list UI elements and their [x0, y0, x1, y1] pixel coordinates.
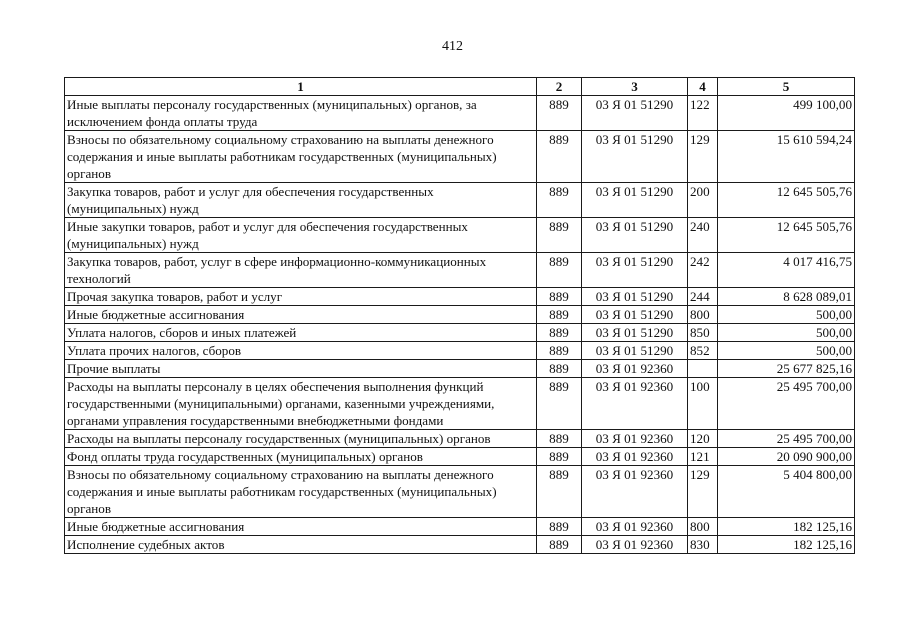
table-row: [65, 536, 855, 554]
row-target-article-cell: 03 Я 01 92360: [582, 518, 688, 536]
row-grbs-cell: 889: [537, 324, 582, 342]
table-row: [65, 324, 855, 342]
row-grbs-cell: 889: [537, 536, 582, 554]
row-expense-type-cell: 129: [688, 131, 718, 183]
table-row: [65, 342, 855, 360]
row-expense-type-cell: 122: [688, 96, 718, 131]
header-col-2: 2: [537, 78, 582, 96]
row-expense-type-cell: 244: [688, 288, 718, 306]
row-grbs-cell: 889: [537, 360, 582, 378]
row-amount-cell: 500,00: [718, 306, 855, 324]
table-row: [65, 288, 855, 306]
row-target-article-cell: 03 Я 01 51290: [582, 324, 688, 342]
row-target-article-cell: 03 Я 01 51290: [582, 183, 688, 218]
table-row: [65, 518, 855, 536]
header-col-4: 4: [688, 78, 718, 96]
row-name-cell: Прочая закупка товаров, работ и услуг: [65, 288, 537, 306]
row-expense-type-cell: 121: [688, 448, 718, 466]
budget-table: [64, 77, 855, 554]
header-col-1: 1: [65, 78, 537, 96]
table-row: [65, 183, 855, 218]
row-amount-cell: 500,00: [718, 342, 855, 360]
table-row: [65, 448, 855, 466]
row-target-article-cell: 03 Я 01 51290: [582, 288, 688, 306]
row-amount-cell: 15 610 594,24: [718, 131, 855, 183]
row-name-cell: Фонд оплаты труда государственных (муниципальных) органов: [65, 448, 537, 466]
row-name-cell: Иные выплаты персоналу государственных (муниципальных) органов, за исключением фонда оплаты труда: [65, 96, 537, 131]
table-row: [65, 306, 855, 324]
row-target-article-cell: 03 Я 01 51290: [582, 306, 688, 324]
row-grbs-cell: 889: [537, 253, 582, 288]
table-body: [65, 96, 855, 554]
row-grbs-cell: 889: [537, 96, 582, 131]
row-target-article-cell: 03 Я 01 51290: [582, 96, 688, 131]
row-target-article-cell: 03 Я 01 51290: [582, 253, 688, 288]
table-row: [65, 430, 855, 448]
row-grbs-cell: 889: [537, 131, 582, 183]
row-expense-type-cell: 850: [688, 324, 718, 342]
header-row: [65, 78, 855, 96]
row-name-cell: Взносы по обязательному социальному страхованию на выплаты денежного содержания и иные выплаты работникам государственных (муниципальных) органов: [65, 131, 537, 183]
row-amount-cell: 25 677 825,16: [718, 360, 855, 378]
row-target-article-cell: 03 Я 01 51290: [582, 218, 688, 253]
header-col-5: 5: [718, 78, 855, 96]
row-grbs-cell: 889: [537, 430, 582, 448]
table-row: [65, 218, 855, 253]
row-expense-type-cell: [688, 360, 718, 378]
row-amount-cell: 5 404 800,00: [718, 466, 855, 518]
row-name-cell: Иные бюджетные ассигнования: [65, 518, 537, 536]
row-name-cell: Уплата налогов, сборов и иных платежей: [65, 324, 537, 342]
row-grbs-cell: 889: [537, 448, 582, 466]
row-name-cell: Расходы на выплаты персоналу государственных (муниципальных) органов: [65, 430, 537, 448]
row-name-cell: Закупка товаров, работ, услуг в сфере информационно-коммуникационных технологий: [65, 253, 537, 288]
row-target-article-cell: 03 Я 01 92360: [582, 466, 688, 518]
row-grbs-cell: 889: [537, 183, 582, 218]
row-grbs-cell: 889: [537, 378, 582, 430]
table-row: [65, 466, 855, 518]
table-row: [65, 360, 855, 378]
table-header: [65, 78, 855, 96]
row-amount-cell: 499 100,00: [718, 96, 855, 131]
row-expense-type-cell: 800: [688, 518, 718, 536]
table-row: [65, 378, 855, 430]
row-name-cell: Взносы по обязательному социальному страхованию на выплаты денежного содержания и иные выплаты работникам государственных (муниципальных) органов: [65, 466, 537, 518]
row-amount-cell: 500,00: [718, 324, 855, 342]
row-grbs-cell: 889: [537, 218, 582, 253]
row-name-cell: Закупка товаров, работ и услуг для обеспечения государственных (муниципальных) нужд: [65, 183, 537, 218]
row-expense-type-cell: 242: [688, 253, 718, 288]
row-target-article-cell: 03 Я 01 51290: [582, 131, 688, 183]
row-amount-cell: 12 645 505,76: [718, 218, 855, 253]
row-amount-cell: 12 645 505,76: [718, 183, 855, 218]
row-grbs-cell: 889: [537, 466, 582, 518]
row-target-article-cell: 03 Я 01 92360: [582, 378, 688, 430]
row-name-cell: Иные закупки товаров, работ и услуг для обеспечения государственных (муниципальных) нужд: [65, 218, 537, 253]
row-amount-cell: 182 125,16: [718, 536, 855, 554]
row-target-article-cell: 03 Я 01 92360: [582, 536, 688, 554]
header-col-3: 3: [582, 78, 688, 96]
row-expense-type-cell: 120: [688, 430, 718, 448]
row-name-cell: Прочие выплаты: [65, 360, 537, 378]
row-target-article-cell: 03 Я 01 92360: [582, 430, 688, 448]
row-name-cell: Уплата прочих налогов, сборов: [65, 342, 537, 360]
row-grbs-cell: 889: [537, 342, 582, 360]
row-grbs-cell: 889: [537, 306, 582, 324]
row-grbs-cell: 889: [537, 518, 582, 536]
row-target-article-cell: 03 Я 01 51290: [582, 342, 688, 360]
table-row: [65, 253, 855, 288]
row-expense-type-cell: 240: [688, 218, 718, 253]
row-name-cell: Иные бюджетные ассигнования: [65, 306, 537, 324]
row-grbs-cell: 889: [537, 288, 582, 306]
row-name-cell: Исполнение судебных актов: [65, 536, 537, 554]
row-expense-type-cell: 100: [688, 378, 718, 430]
page-number: 412: [442, 39, 463, 54]
row-amount-cell: 25 495 700,00: [718, 430, 855, 448]
table-row: [65, 131, 855, 183]
row-amount-cell: 182 125,16: [718, 518, 855, 536]
row-expense-type-cell: 830: [688, 536, 718, 554]
row-target-article-cell: 03 Я 01 92360: [582, 448, 688, 466]
row-expense-type-cell: 852: [688, 342, 718, 360]
row-name-cell: Расходы на выплаты персоналу в целях обеспечения выполнения функций государственными (муниципальными) органами, казенными учреждениями, органами управления государственными внебюджетными фондами: [65, 378, 537, 430]
row-amount-cell: 8 628 089,01: [718, 288, 855, 306]
row-amount-cell: 25 495 700,00: [718, 378, 855, 430]
row-expense-type-cell: 800: [688, 306, 718, 324]
row-amount-cell: 20 090 900,00: [718, 448, 855, 466]
row-expense-type-cell: 200: [688, 183, 718, 218]
row-amount-cell: 4 017 416,75: [718, 253, 855, 288]
table-row: [65, 96, 855, 131]
row-target-article-cell: 03 Я 01 92360: [582, 360, 688, 378]
row-expense-type-cell: 129: [688, 466, 718, 518]
